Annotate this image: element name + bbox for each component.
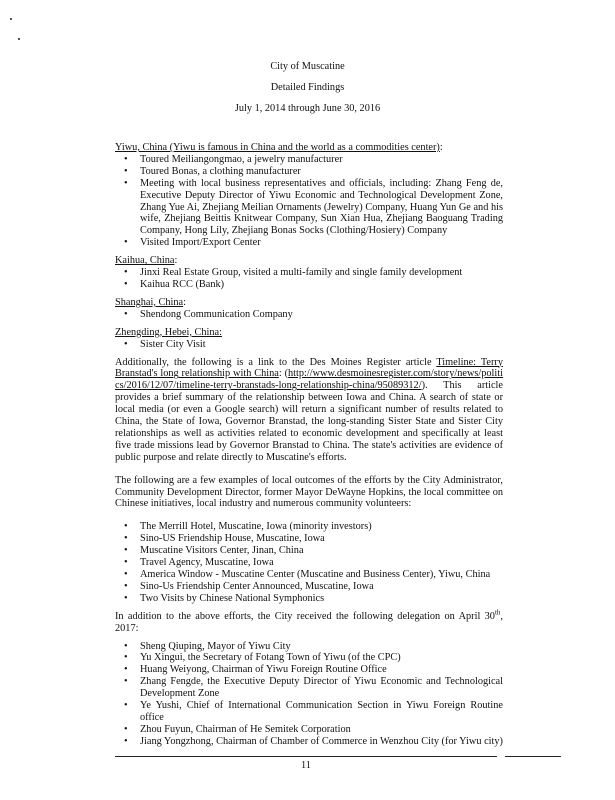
footer-divider (115, 756, 497, 757)
list-item: • Travel Agency, Muscatine, Iowa (140, 557, 503, 569)
list-item: • Yu Xingui, the Secretary of Fotang Town of Yiwu (of the CPC) (140, 652, 503, 664)
section-heading: Kaihua, China (115, 255, 175, 267)
article-title-link[interactable]: Timeline: Terry Branstad's long relationship with China (115, 356, 503, 380)
list-item: • Toured Bonas, a clothing manufacturer (140, 166, 503, 178)
list-item: • Zhou Fuyun, Chairman of He Semitek Corporation (140, 724, 503, 736)
page-number: 11 (301, 759, 311, 771)
scan-mark (10, 18, 12, 20)
list-item: • America Window - Muscatine Center (Muscatine and Business Center), Yiwu, China (140, 569, 503, 581)
outcomes-list (115, 521, 503, 604)
list-item: • Toured Meiliangongmao, a jewelry manufacturer (140, 154, 503, 166)
scan-mark (18, 38, 20, 40)
section-yiwu: Yiwu, China (Yiwu is famous in China and the world as a commodities center): • Toured Meiliangongmao, a jewelry manufacturer • Toured Bonas, a clothing manufacturer • Meeting with local business representatives and officials, including: Zhang Feng de, Executive Deputy Director of Yiwu Economic and Technological Development Zone, Zhang Yue Ai, Zhejiang Meilian Ornaments (Jewelry) Company, Huang Yun Ge and his wife, Zhejiang Beittis Knitwear Company, Sun Xian Hua, Zhejiang Baoguang Trading Company, Hong Lily, Zhejiang Bonas Socks (Clothing/Hosiery) Company • Visited Import/Export Center (115, 142, 503, 249)
list-item: • The Merrill Hotel, Muscatine, Iowa (minority investors) (140, 521, 503, 533)
paragraph-delegation: In addition to the above efforts, the City received the following delegation on April 30th, 2017: (115, 608, 503, 634)
document-body (115, 142, 503, 748)
delegation-list (115, 641, 503, 748)
section-heading: Shanghai, China (115, 296, 184, 308)
document-title: City of Muscatine (270, 61, 345, 72)
list-item: • Shendong Communication Company (140, 309, 503, 321)
list-item: • Meeting with local business representatives and officials, including: Zhang Feng de, Executive Deputy Director of Yiwu Economic and Technological Development Zone, Zhang Yue Ai, Zhejiang Meilian Ornaments (Jewelry) Company, Huang Yun Ge and his wife, Zhejiang Beittis Knitwear Company, Sun Xian Hua, Zhejiang Baoguang Trading Company, Hong Lily, Zhejiang Bonas Socks (Clothing/Hosiery) Company (140, 178, 503, 238)
list-item: • Sino-Us Friendship Center Announced, Muscatine, Iowa (140, 581, 503, 593)
list-item: • Visited Import/Export Center (140, 237, 503, 249)
section-heading: Yiwu, China (Yiwu is famous in China and the world as a commodities center) (115, 142, 440, 153)
section-kaihua: Kaihua, China: • Jinxi Real Estate Group, visited a multi-family and single family development • Kaihua RCC (Bank) (115, 255, 503, 291)
list-item: • Jiang Yongzhong, Chairman of Chamber of Commerce in Wenzhou City (for Yiwu city) (140, 736, 503, 748)
paragraph-local-outcomes: The following are a few examples of local outcomes of the efforts by the City Administrator, Community Development Director, former Mayor DeWayne Hopkins, the local committee on Chinese initiatives, local industry and numerous community volunteers: (115, 474, 503, 510)
list-item: • Zhang Fengde, the Executive Deputy Director of Yiwu Economic and Technological Development Zone (140, 676, 503, 700)
list-item: • Sino-US Friendship House, Muscatine, Iowa (140, 533, 503, 545)
section-zhengding (115, 327, 503, 351)
document-subtitle: Detailed Findings (270, 82, 345, 93)
article-url-link[interactable]: http://www.desmoinesregister.com/story/news/politics/2016/12/07/timeline-terry-branstads-long-relationship-china/95089312/ (115, 368, 503, 392)
section-heading: Zhengding, Hebei, China: (115, 326, 222, 338)
list-item: • Huang Weiyong, Chairman of Yiwu Foreign Routine Office (140, 664, 503, 676)
document-period: July 1, 2014 through June 30, 2016 (234, 103, 381, 114)
footer-divider-short (505, 756, 561, 757)
page-wrapper (115, 0, 561, 792)
list-item: • Muscatine Visitors Center, Jinan, China (140, 545, 503, 557)
list-item: • Two Visits by Chinese National Symphonics (140, 593, 503, 605)
list-item: • Kaihua RCC (Bank) (140, 279, 503, 291)
list-item: • Jinxi Real Estate Group, visited a multi-family and single family development (140, 267, 503, 279)
paragraph-des-moines-link: Additionally, the following is a link to the Des Moines Register article Timeline: Terry Branstad's long relationship with China: (http://www.desmoinesregister.com/story/news/politics/2016/12/07/timeline-terry-branstads-long-relationship-china/95089312/). This article provides a brief summary of the relationship between Iowa and China. A search of state or local media (or even a Google search) will return a significant number of results related to China, the State of Iowa, Governor Branstad, the long-standing Sister State and Sister City relationships as well as activities related to economic development and specifically at least five trade missions lead by Governor Branstad to China. The state's activities are evidence of public purpose and relate directly to Muscatine's efforts. (115, 356, 503, 463)
section-shanghai: Shanghai, China: • Shendong Communication Company (115, 297, 503, 321)
list-item: • Sheng Qiuping, Mayor of Yiwu City (140, 641, 503, 653)
list-item: • Sister City Visit (140, 339, 503, 351)
page-footer (115, 748, 561, 772)
list-item: • Ye Yushi, Chief of International Communication Section in Yiwu Foreign Routine office (140, 700, 503, 724)
